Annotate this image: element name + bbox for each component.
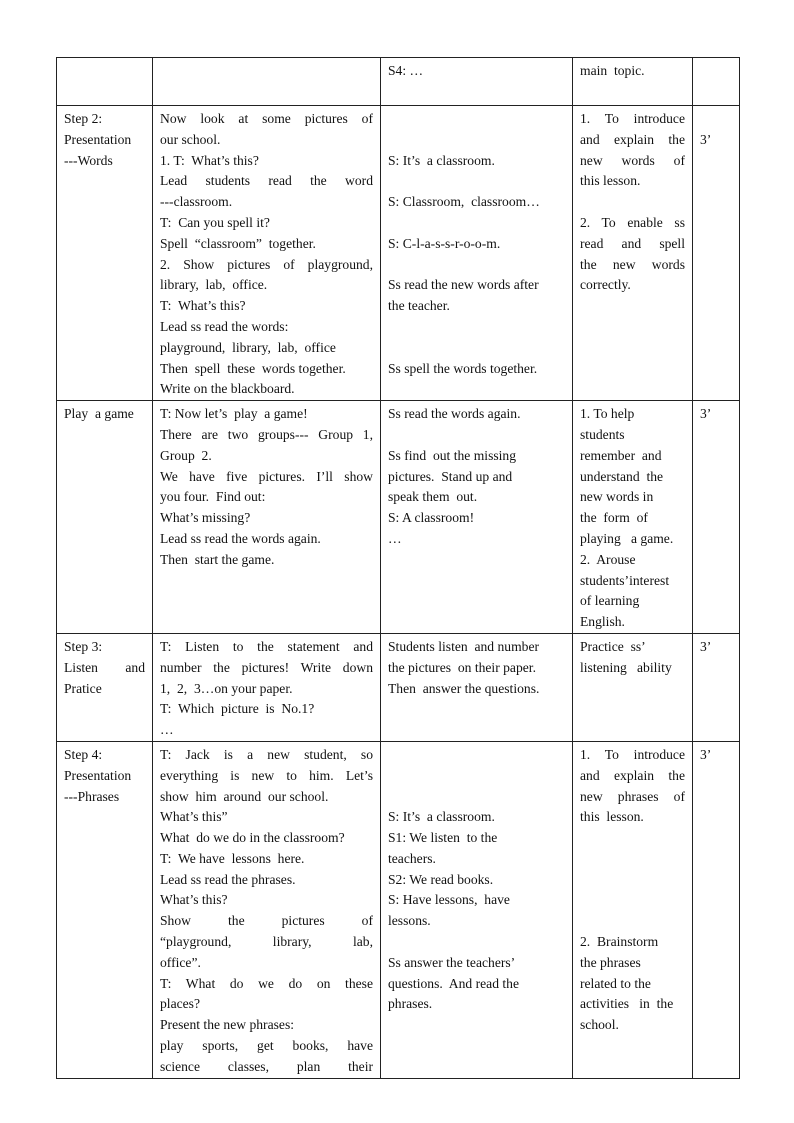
student-text-line: phrases. [388,996,433,1012]
student-text-line: the pictures on their paper. [388,659,536,675]
teacher-text-line: Then spell these words together. [160,360,346,376]
purpose-text-line: related to the [580,975,651,991]
teacher-text-line: 1, 2, 3…on your paper. [160,680,293,696]
teacher-text-line: science classes, plan their [160,1058,373,1074]
table-row [57,106,740,401]
step-cell [57,58,153,106]
teacher-text-line: number the pictures! Write down [160,659,373,675]
student-text-line [388,932,565,953]
student-text-line [388,171,565,192]
teacher-text-line: What do we do in the classroom? [160,830,345,846]
step-text-line: Step 3: [64,638,103,654]
student-text-line: S: Have lessons, have [388,892,510,908]
student-text-line [388,338,565,359]
purpose-text-line: 2. Brainstorm [580,934,659,950]
student-activity-cell [381,741,573,1078]
student-text-line: S2: We read books. [388,871,494,887]
student-text-line [388,745,565,766]
purpose-text-line: of learning [580,593,640,609]
teacher-text-line: 1. T: What’s this? [160,152,259,168]
step-text-line: ---Words [64,152,113,168]
purpose-text-line: understand the [580,468,664,484]
teacher-text-line: Now look at some pictures of [160,111,373,126]
teacher-text-line: Then start the game. [160,551,275,567]
lesson-plan-table [56,57,740,1079]
teacher-text-line: play sports, get books, have [160,1038,373,1054]
student-text-line: S: It’s a classroom. [388,152,495,168]
time-cell [693,58,740,106]
teacher-text-line: library, lab, office. [160,277,268,293]
student-text-line [388,317,565,338]
purpose-cell [573,633,693,741]
student-text-line: S: C-l-a-s-s-r-o-o-m. [388,235,501,251]
teacher-text-line: We have five pictures. I’ll show [160,468,373,484]
student-text-line: Students listen and number [388,638,540,654]
teacher-activity-cell [153,106,381,401]
teacher-text-line: playground, library, lab, office [160,339,336,355]
teacher-text-line: What’s missing? [160,510,251,526]
table-row [57,58,740,106]
purpose-text-line: and explain the [580,131,685,147]
time-cell [693,633,740,741]
purpose-text-line: the new words [580,256,685,272]
student-text-line [388,130,565,151]
teacher-activity-cell [153,401,381,634]
table-row [57,633,740,741]
student-text-line [388,766,565,787]
student-text-line: Ss read the new words after [388,277,539,293]
purpose-text-line: main topic. [580,63,645,78]
teacher-text-line: Lead ss read the words again. [160,530,321,546]
step-text-line: Play a game [64,406,134,422]
student-text-line: questions. And read the [388,975,520,991]
student-text-line: Ss find out the missing [388,447,517,463]
teacher-text-line: Lead ss read the phrases. [160,871,296,887]
student-text-line: pictures. Stand up and [388,468,513,484]
lesson-plan-body [57,58,740,1079]
purpose-text-line: the phrases [580,954,641,970]
student-text-line [388,109,565,130]
student-activity-cell [381,58,573,106]
teacher-text-line: “playground, library, lab, [160,934,373,950]
teacher-text-line: Lead ss read the words: [160,318,289,334]
purpose-text-line: read and spell [580,235,685,251]
purpose-text-line: 1. To introduce [580,746,685,762]
purpose-text-line: school. [580,1017,619,1033]
teacher-text-line: T: What’s this? [160,298,246,314]
teacher-text-line: ---classroom. [160,194,233,210]
step-cell [57,741,153,1078]
purpose-text-line: 1. To introduce [580,111,685,126]
teacher-text-line: Lead students read the word [160,173,373,189]
time-cell [693,401,740,634]
student-text-line: S: A classroom! [388,510,475,526]
student-text-line [388,213,565,234]
purpose-text-line: English. [580,614,625,630]
teacher-text-line: T: Jack is a new student, so [160,746,373,762]
student-text-line: S: It’s a classroom. [388,809,495,825]
teacher-text-line: 2. Show pictures of playground, [160,256,373,272]
purpose-text-line [580,828,685,849]
purpose-text-line: 2. Arouse [580,551,636,567]
student-activity-cell [381,633,573,741]
step-text-line: Listen and [64,659,145,675]
step-cell [57,401,153,634]
teacher-text-line: you four. Find out: [160,489,266,505]
purpose-text-line: new phrases of [580,788,685,804]
student-text-line: teachers. [388,850,436,866]
teacher-text-line: everything is new to him. Let’s [160,767,373,783]
table-row [57,401,740,634]
purpose-text-line [580,870,685,891]
teacher-text-line: Spell “classroom” together. [160,235,316,251]
purpose-text-line: 2. To enable ss [580,214,685,230]
student-text-line: Ss spell the words together. [388,360,538,376]
purpose-text-line [580,890,685,911]
teacher-text-line: T: Now let’s play a game! [160,406,308,422]
teacher-text-line: Present the new phrases: [160,1017,295,1033]
teacher-text-line: What’s this? [160,892,228,908]
purpose-text-line: students [580,426,625,442]
time-value: 3’ [700,131,712,147]
student-text-line: Then answer the questions. [388,680,540,696]
step-text-line: Step 2: [64,111,103,126]
purpose-text-line: listening ability [580,659,672,675]
student-text-line: … [388,530,402,546]
purpose-text-line: new words of [580,152,685,168]
student-text-line: S1: We listen to the [388,830,498,846]
student-activity-cell [381,401,573,634]
step-cell [57,106,153,401]
time-value: 3’ [700,638,712,654]
student-text-line [388,425,565,446]
time-value: 3’ [700,406,712,422]
purpose-text-line: correctly. [580,277,631,293]
purpose-text-line [580,192,685,213]
step-text-line: ---Phrases [64,788,120,804]
teacher-activity-cell [153,633,381,741]
purpose-text-line [580,911,685,932]
purpose-cell [573,106,693,401]
purpose-cell [573,741,693,1078]
purpose-text-line: students’interest [580,572,670,588]
student-text-line [388,787,565,808]
student-text-line: Ss read the words again. [388,406,521,422]
teacher-text-line: What’s this” [160,809,228,825]
student-text-line: S: Classroom, classroom… [388,194,540,210]
teacher-text-line: T: Which picture is No.1? [160,701,315,717]
student-text-line: the teacher. [388,298,450,314]
step-text-line: Step 4: [64,746,103,762]
time-cell [693,741,740,1078]
purpose-text-line: activities in the [580,996,674,1012]
time-value: 3’ [700,746,712,762]
time-cell [693,106,740,401]
step-text-line: Presentation [64,767,132,783]
teacher-text-line: Group 2. [160,447,212,463]
table-row [57,741,740,1078]
teacher-text-line: … [160,722,174,738]
teacher-text-line: places? [160,996,200,1012]
teacher-text-line: There are two groups--- Group 1, [160,426,373,442]
purpose-text-line: this lesson. [580,809,644,825]
step-text-line: Pratice [64,680,102,696]
purpose-text-line: 1. To help [580,406,635,422]
teacher-text-line: office”. [160,954,201,970]
purpose-text-line: new words in [580,489,654,505]
purpose-cell [573,401,693,634]
purpose-text-line: this lesson. [580,173,641,189]
teacher-text-line: T: What do we do on these [160,975,373,991]
student-text-line: lessons. [388,913,431,929]
teacher-text-line: T: Listen to the statement and [160,638,373,654]
purpose-text-line [580,849,685,870]
teacher-text-line: T: Can you spell it? [160,214,270,230]
purpose-text-line: Practice ss’ [580,638,646,654]
step-cell [57,633,153,741]
purpose-text-line: remember and [580,447,662,463]
student-text-line [388,255,565,276]
teacher-text-line: Write on the blackboard. [160,381,295,397]
teacher-activity-cell [153,58,381,106]
student-text-line: Ss answer the teachers’ [388,954,516,970]
student-text-line: speak them out. [388,489,478,505]
teacher-text-line: our school. [160,131,221,147]
teacher-text-line: show him around our school. [160,788,329,804]
teacher-text-line: Show the pictures of [160,913,373,929]
purpose-text-line: playing a game. [580,530,674,546]
purpose-text-line: and explain the [580,767,685,783]
student-activity-cell [381,106,573,401]
purpose-text-line: the form of [580,510,648,526]
purpose-cell [573,58,693,106]
student-text-line: S4: … [388,63,424,78]
teacher-text-line: T: We have lessons here. [160,850,305,866]
step-text-line: Presentation [64,131,132,147]
teacher-activity-cell [153,741,381,1078]
